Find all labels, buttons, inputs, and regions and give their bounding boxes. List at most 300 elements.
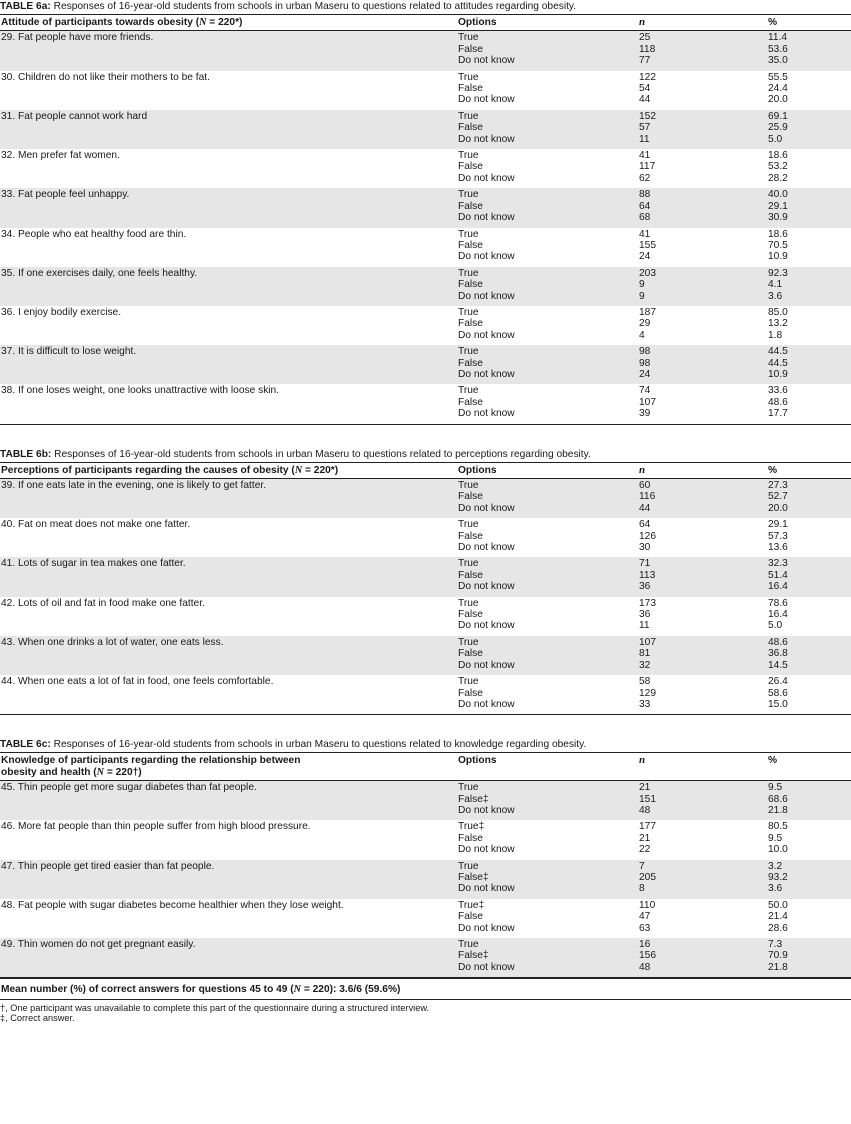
- percent-cell-value: 21.8: [768, 804, 788, 816]
- options-cell-value: True: [458, 939, 479, 950]
- table-row: [0, 479, 851, 519]
- footnotes: [0, 1000, 851, 1024]
- data-table: [0, 462, 851, 716]
- table-row: [0, 384, 851, 424]
- n-cell-value: 110: [639, 899, 656, 911]
- n-cell-value: 57: [639, 122, 651, 134]
- percent-cell-value: 68.6: [768, 793, 788, 805]
- percent-cell-value: 3.2: [768, 860, 783, 872]
- options-cell-value: Do not know: [458, 659, 515, 671]
- n-cell-value: 62: [639, 172, 651, 184]
- n-cell: [638, 188, 767, 227]
- percent-cell: [767, 479, 851, 519]
- percent-cell-value: 13.6: [768, 542, 788, 554]
- table-row: [0, 518, 851, 557]
- header-row: [0, 462, 851, 478]
- percent-cell-value: 55.5: [768, 71, 788, 83]
- options-cell-value: False: [458, 911, 483, 923]
- col-header-question: Attitude of participants towards obesity (N = 220*): [1, 17, 243, 28]
- header-row: [0, 753, 851, 781]
- options-cell-value: False: [458, 832, 483, 844]
- options-cell-value: Do not know: [458, 542, 515, 554]
- options-cell: [457, 636, 638, 675]
- percent-cell-value: 57.3: [768, 530, 788, 542]
- percent-cell-value: 70.9: [768, 950, 788, 962]
- options-cell-value: False: [458, 122, 483, 134]
- options-cell: [457, 71, 638, 110]
- table-label: TABLE 6b:: [0, 448, 52, 460]
- options-cell-value: True: [458, 385, 479, 397]
- n-cell-value: 98: [639, 357, 651, 369]
- n-cell: [638, 345, 767, 384]
- col-header-options: Options: [458, 17, 497, 28]
- options-cell-value: False: [458, 200, 483, 212]
- n-cell-value: 9: [639, 290, 645, 302]
- col-header-n: n: [639, 16, 646, 28]
- options-cell: [457, 267, 638, 306]
- n-cell-value: 24: [639, 251, 651, 263]
- options-cell-value: True: [458, 267, 479, 279]
- data-table: [0, 14, 851, 425]
- table-label: TABLE 6a:: [0, 1, 51, 12]
- question-cell: 41. Lots of sugar in tea makes one fatter.: [1, 558, 186, 570]
- col-header-percent: %: [768, 464, 778, 476]
- percent-cell-value: 21.8: [768, 961, 788, 973]
- percent-cell-value: 1.8: [768, 329, 783, 341]
- percent-cell-value: 44.5: [768, 346, 788, 358]
- percent-cell-value: 29.1: [768, 200, 788, 212]
- n-cell-value: 58: [639, 676, 651, 688]
- table-row: [0, 228, 851, 267]
- options-cell-value: True: [458, 189, 479, 201]
- options-cell: [457, 781, 638, 821]
- options-cell-value: False‡: [458, 793, 489, 805]
- percent-cell: [767, 518, 851, 557]
- n-cell-value: 126: [639, 530, 656, 542]
- percent-cell: [767, 345, 851, 384]
- percent-cell-value: 13.2: [768, 318, 788, 330]
- n-cell-value: 118: [639, 43, 656, 55]
- n-cell-value: 64: [639, 519, 651, 531]
- percent-cell-value: 18.6: [768, 228, 788, 240]
- percent-cell-value: 30.9: [768, 212, 788, 224]
- percent-cell: [767, 71, 851, 110]
- question-cell: 42. Lots of oil and fat in food make one fatter.: [1, 597, 205, 609]
- percent-cell-value: 53.6: [768, 43, 788, 55]
- options-cell-value: False: [458, 279, 483, 291]
- footnote-double-dagger: ‡, Correct answer.: [0, 1013, 75, 1024]
- percent-cell-value: 4.1: [768, 279, 783, 291]
- n-cell: [638, 149, 767, 188]
- table-row: [0, 938, 851, 978]
- options-cell-value: Do not know: [458, 581, 515, 593]
- percent-cell-value: 92.3: [768, 267, 788, 279]
- table-row: [0, 675, 851, 715]
- options-cell-value: True: [458, 71, 479, 83]
- options-cell: [457, 149, 638, 188]
- percent-cell-value: 58.6: [768, 687, 788, 699]
- options-cell-value: True: [458, 346, 479, 358]
- options-cell-value: True: [458, 860, 479, 872]
- percent-cell-value: 15.0: [768, 698, 788, 710]
- table-row: [0, 557, 851, 596]
- n-cell-value: 60: [639, 480, 651, 491]
- table-row: [0, 597, 851, 636]
- n-cell-value: 156: [639, 950, 656, 962]
- table-caption: [0, 448, 851, 462]
- n-cell-value: 54: [639, 83, 651, 95]
- percent-cell: [767, 860, 851, 899]
- options-cell: [457, 306, 638, 345]
- question-cell: 33. Fat people feel unhappy.: [1, 189, 130, 201]
- n-cell: [638, 267, 767, 306]
- options-cell-value: False: [458, 609, 483, 621]
- percent-cell-value: 16.4: [768, 609, 788, 621]
- question-cell: 45. Thin people get more sugar diabetes than fat people.: [1, 782, 257, 794]
- percent-cell-value: 80.5: [768, 821, 788, 833]
- options-cell-value: True: [458, 519, 479, 531]
- percent-cell-value: 21.4: [768, 911, 788, 923]
- options-cell: [457, 899, 638, 938]
- n-cell-value: 21: [639, 782, 651, 794]
- n-cell-value: 116: [639, 491, 656, 503]
- percent-cell-value: 48.6: [768, 396, 788, 408]
- table-row: [0, 267, 851, 306]
- question-cell: 35. If one exercises daily, one feels healthy.: [1, 267, 198, 279]
- options-cell-value: Do not know: [458, 133, 515, 145]
- options-cell-value: False: [458, 687, 483, 699]
- options-cell: [457, 860, 638, 899]
- percent-cell: [767, 938, 851, 978]
- n-cell-value: 129: [639, 687, 656, 699]
- options-cell-value: True: [458, 228, 479, 240]
- options-cell-value: False: [458, 491, 483, 503]
- table-row: [0, 781, 851, 821]
- question-cell: 37. It is difficult to lose weight.: [1, 346, 137, 358]
- options-cell-value: False: [458, 530, 483, 542]
- n-cell: [638, 384, 767, 424]
- table-row: [0, 71, 851, 110]
- table-row: [0, 110, 851, 149]
- n-cell-value: 36: [639, 581, 651, 593]
- n-cell-value: 203: [639, 267, 656, 279]
- col-header-question: Perceptions of participants regarding the causes of obesity (N = 220*): [1, 464, 339, 476]
- percent-cell: [767, 384, 851, 424]
- percent-cell-value: 14.5: [768, 659, 788, 671]
- percent-cell-value: 40.0: [768, 189, 788, 201]
- options-cell-value: Do not know: [458, 55, 515, 67]
- footnote-dagger: †, One participant was unavailable to complete this part of the questionnaire during a structured interview.: [0, 1002, 429, 1013]
- options-cell-value: True: [458, 558, 479, 570]
- options-cell-value: True: [458, 150, 479, 162]
- percent-cell-value: 10.0: [768, 844, 788, 856]
- caption-text: Responses of 16-year-old students from schools in urban Maseru to questions related to attitudes regarding obesity.: [53, 1, 577, 12]
- n-cell-value: 47: [639, 911, 651, 923]
- table-row: [0, 820, 851, 859]
- n-cell-value: 41: [639, 150, 651, 162]
- options-cell: [457, 31, 638, 71]
- col-header-options: Options: [458, 464, 497, 476]
- percent-cell-value: 78.6: [768, 597, 788, 609]
- percent-cell-value: 17.7: [768, 408, 788, 420]
- n-cell-value: 25: [639, 32, 651, 44]
- question-cell: 31. Fat people cannot work hard: [1, 110, 148, 122]
- question-cell: 36. I enjoy bodily exercise.: [1, 306, 122, 318]
- n-cell-value: 88: [639, 189, 651, 201]
- percent-cell-value: 3.6: [768, 883, 783, 895]
- percent-cell-value: 52.7: [768, 491, 788, 503]
- percent-cell-value: 51.4: [768, 569, 788, 581]
- options-cell-value: False: [458, 239, 483, 251]
- question-cell: 49. Thin women do not get pregnant easily.: [1, 939, 196, 950]
- question-cell: 44. When one eats a lot of fat in food, one feels comfortable.: [1, 676, 274, 688]
- options-cell-value: Do not know: [458, 329, 515, 341]
- options-cell-value: Do not know: [458, 94, 515, 106]
- percent-cell: [767, 228, 851, 267]
- question-cell: 46. More fat people than thin people suffer from high blood pressure.: [1, 821, 311, 833]
- question-cell: 32. Men prefer fat women.: [1, 150, 120, 162]
- caption-text: Responses of 16-year-old students from schools in urban Maseru to questions related to knowledge regarding obesity.: [53, 739, 587, 751]
- n-cell-value: 22: [639, 844, 651, 856]
- n-cell: [638, 228, 767, 267]
- options-cell-value: Do not know: [458, 502, 515, 514]
- percent-cell-value: 33.6: [768, 385, 788, 397]
- col-header-n: n: [639, 754, 646, 767]
- percent-cell-value: 85.0: [768, 306, 788, 318]
- options-cell: [457, 188, 638, 227]
- question-cell: 43. When one drinks a lot of water, one eats less.: [1, 636, 224, 648]
- options-cell: [457, 479, 638, 519]
- n-cell-value: 81: [639, 648, 651, 660]
- n-cell: [638, 518, 767, 557]
- n-cell-value: 187: [639, 306, 656, 318]
- table-row: [0, 636, 851, 675]
- n-cell-value: 155: [639, 239, 656, 251]
- percent-cell-value: 20.0: [768, 94, 788, 106]
- options-cell-value: False‡: [458, 871, 489, 883]
- options-cell: [457, 675, 638, 715]
- options-cell-value: Do not know: [458, 172, 515, 184]
- percent-cell: [767, 306, 851, 345]
- n-cell: [638, 820, 767, 859]
- percent-cell-value: 24.4: [768, 83, 788, 95]
- options-cell: [457, 938, 638, 978]
- n-cell-value: 117: [639, 161, 656, 173]
- n-cell: [638, 597, 767, 636]
- percent-cell-value: 53.2: [768, 161, 788, 173]
- n-cell: [638, 781, 767, 821]
- percent-cell-value: 7.3: [768, 939, 783, 950]
- percent-cell-value: 32.3: [768, 558, 788, 570]
- percent-cell: [767, 820, 851, 859]
- options-cell-value: True: [458, 306, 479, 318]
- options-cell: [457, 110, 638, 149]
- options-cell-value: False: [458, 83, 483, 95]
- question-cell: 47. Thin people get tired easier than fat people.: [1, 860, 215, 872]
- n-cell-value: 32: [639, 659, 651, 671]
- options-cell-value: Do not know: [458, 620, 515, 632]
- percent-cell-value: 36.8: [768, 648, 788, 660]
- options-cell-value: True: [458, 636, 479, 648]
- n-cell-value: 33: [639, 698, 651, 710]
- options-cell: [457, 384, 638, 424]
- n-cell-value: 30: [639, 542, 651, 554]
- table-row: [0, 345, 851, 384]
- n-cell-value: 122: [639, 71, 656, 83]
- n-cell-value: 107: [639, 396, 656, 408]
- n-cell-value: 44: [639, 94, 651, 106]
- n-cell-value: 44: [639, 502, 651, 514]
- percent-cell-value: 27.3: [768, 480, 788, 491]
- n-cell-value: 4: [639, 329, 645, 341]
- options-cell-value: False: [458, 648, 483, 660]
- percent-cell-value: 3.6: [768, 290, 783, 302]
- header-row: [0, 15, 851, 31]
- percent-cell: [767, 110, 851, 149]
- options-cell-value: True‡: [458, 899, 485, 911]
- options-cell: [457, 518, 638, 557]
- n-cell-value: 98: [639, 346, 651, 358]
- table-row: [0, 188, 851, 227]
- n-cell: [638, 306, 767, 345]
- n-cell-value: 8: [639, 883, 645, 895]
- n-cell: [638, 899, 767, 938]
- question-cell: 38. If one loses weight, one looks unattractive with loose skin.: [1, 385, 280, 397]
- n-cell-value: 48: [639, 961, 651, 973]
- percent-cell: [767, 675, 851, 715]
- options-cell-value: Do not know: [458, 698, 515, 710]
- percent-cell-value: 70.5: [768, 239, 788, 251]
- col-header-n: n: [639, 463, 646, 476]
- n-cell: [638, 110, 767, 149]
- n-cell: [638, 636, 767, 675]
- options-cell-value: Do not know: [458, 844, 515, 856]
- percent-cell-value: 10.9: [768, 251, 788, 263]
- options-cell-value: True: [458, 597, 479, 609]
- n-cell: [638, 71, 767, 110]
- options-cell-value: Do not know: [458, 408, 515, 420]
- n-cell-value: 63: [639, 922, 651, 934]
- percent-cell: [767, 557, 851, 596]
- percent-cell: [767, 597, 851, 636]
- n-cell-value: 152: [639, 110, 656, 122]
- n-cell-value: 7: [639, 860, 645, 872]
- n-cell-value: 41: [639, 228, 651, 240]
- n-cell-value: 16: [639, 939, 651, 950]
- col-header-options: Options: [458, 755, 497, 767]
- options-cell-value: False: [458, 318, 483, 330]
- question-cell: 40. Fat on meat does not make one fatter.: [1, 519, 191, 531]
- table-row: [0, 860, 851, 899]
- n-cell-value: 11: [639, 620, 650, 632]
- percent-cell-value: 16.4: [768, 581, 788, 593]
- options-cell-value: False: [458, 43, 483, 55]
- options-cell-value: Do not know: [458, 290, 515, 302]
- table-caption: [0, 738, 851, 752]
- percent-cell: [767, 636, 851, 675]
- n-cell-value: 9: [639, 279, 645, 291]
- percent-cell-value: 28.6: [768, 922, 788, 934]
- n-cell: [638, 675, 767, 715]
- n-cell-value: 64: [639, 200, 651, 212]
- question-cell: 34. People who eat healthy food are thin.: [1, 228, 187, 240]
- question-cell: 29. Fat people have more friends.: [1, 32, 154, 44]
- table-6a: [0, 0, 851, 425]
- n-cell-value: 29: [639, 318, 651, 330]
- percent-cell-value: 5.0: [768, 620, 783, 632]
- options-cell: [457, 557, 638, 596]
- percent-cell-value: 9.5: [768, 832, 783, 844]
- data-table: [0, 752, 851, 978]
- n-cell-value: 48: [639, 804, 651, 816]
- col-header-question: Knowledge of participants regarding the relationship between obesity and health (N = 220†): [1, 755, 301, 778]
- percent-cell-value: 11.4: [768, 32, 788, 44]
- table-6b: [0, 448, 851, 716]
- options-cell-value: False‡: [458, 950, 489, 962]
- table-row: [0, 306, 851, 345]
- n-cell-value: 173: [639, 597, 656, 609]
- options-cell: [457, 597, 638, 636]
- percent-cell-value: 44.5: [768, 357, 788, 369]
- percent-cell-value: 10.9: [768, 368, 788, 380]
- n-cell: [638, 31, 767, 71]
- n-cell-value: 107: [639, 636, 656, 648]
- options-cell-value: False: [458, 161, 483, 173]
- options-cell-value: True: [458, 676, 479, 688]
- percent-cell-value: 93.2: [768, 871, 788, 883]
- options-cell-value: False: [458, 569, 483, 581]
- options-cell-value: True: [458, 110, 479, 122]
- question-cell: 30. Children do not like their mothers to be fat.: [1, 71, 210, 83]
- percent-cell: [767, 31, 851, 71]
- options-cell-value: True: [458, 782, 479, 794]
- options-cell-value: True: [458, 480, 479, 491]
- n-cell-value: 24: [639, 368, 651, 380]
- options-cell-value: True: [458, 32, 479, 44]
- n-cell-value: 36: [639, 609, 651, 621]
- percent-cell: [767, 899, 851, 938]
- percent-cell: [767, 781, 851, 821]
- question-cell: 39. If one eats late in the evening, one is likely to get fatter.: [1, 480, 267, 491]
- caption-text: Responses of 16-year-old students from schools in urban Maseru to questions related to perceptions regarding obesity.: [54, 448, 591, 460]
- n-cell: [638, 860, 767, 899]
- n-cell-value: 68: [639, 212, 651, 224]
- n-cell-value: 177: [639, 821, 656, 833]
- n-cell-value: 11: [639, 133, 650, 145]
- percent-cell: [767, 188, 851, 227]
- options-cell-value: Do not know: [458, 212, 515, 224]
- percent-cell-value: 25.9: [768, 122, 788, 134]
- percent-cell: [767, 267, 851, 306]
- percent-cell-value: 9.5: [768, 782, 783, 794]
- n-cell-value: 113: [639, 569, 656, 581]
- n-cell-value: 39: [639, 408, 651, 420]
- options-cell-value: False: [458, 396, 483, 408]
- percent-cell: [767, 149, 851, 188]
- percent-cell-value: 69.1: [768, 110, 788, 122]
- percent-cell-value: 35.0: [768, 55, 788, 67]
- percent-cell-value: 20.0: [768, 502, 788, 514]
- options-cell-value: Do not know: [458, 804, 515, 816]
- table-row: [0, 149, 851, 188]
- percent-cell-value: 26.4: [768, 676, 788, 688]
- percent-cell-value: 5.0: [768, 133, 783, 145]
- options-cell-value: Do not know: [458, 961, 515, 973]
- table-label: TABLE 6c:: [0, 739, 51, 751]
- n-cell: [638, 557, 767, 596]
- options-cell-value: Do not know: [458, 368, 515, 380]
- table-row: [0, 899, 851, 938]
